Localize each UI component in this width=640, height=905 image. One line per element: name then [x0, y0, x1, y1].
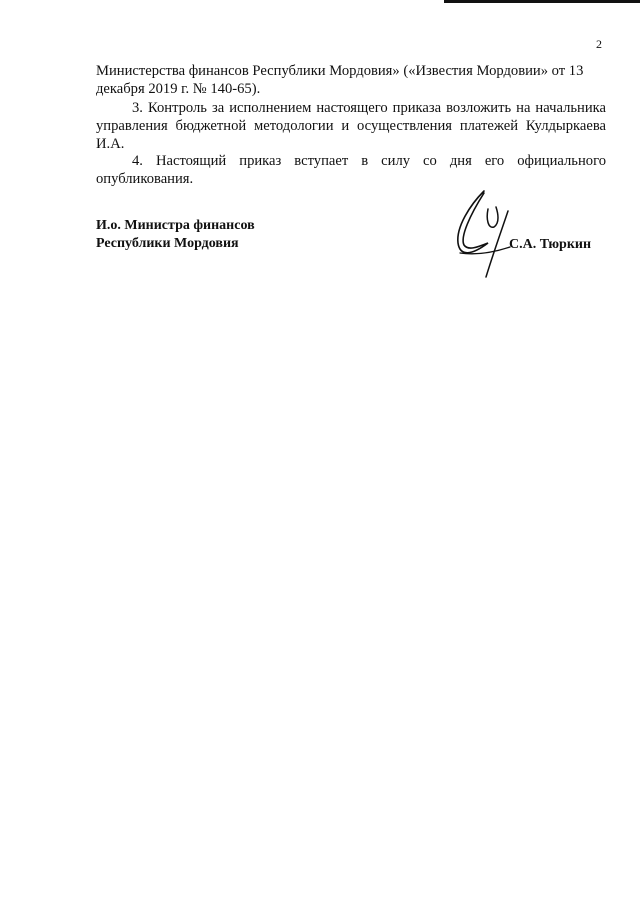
paragraph-item-3: 3. Контроль за исполнением настоящего приказа возложить на начальника управления бюджетной методологии и осуществления платежей Кулдыркаева И.А.	[96, 100, 606, 152]
paragraph-item-4: 4. Настоящий приказ вступает в силу со дня его официального опубликования.	[96, 153, 606, 187]
top-border-line	[444, 0, 640, 3]
signer-position-line-1: И.о. Министра финансов	[96, 218, 255, 233]
paragraph-continuation: Министерства финансов Республики Мордовия» («Известия Мордовии» от 13 декабря 2019 г. № 140-65).	[96, 63, 584, 97]
page-number: 2	[596, 37, 602, 51]
signer-position	[96, 217, 255, 253]
signer-name: С.А. Тюркин	[509, 237, 592, 252]
handwritten-signature-icon	[448, 185, 518, 280]
signer-position-line-2: Республики Мордовия	[96, 236, 239, 251]
